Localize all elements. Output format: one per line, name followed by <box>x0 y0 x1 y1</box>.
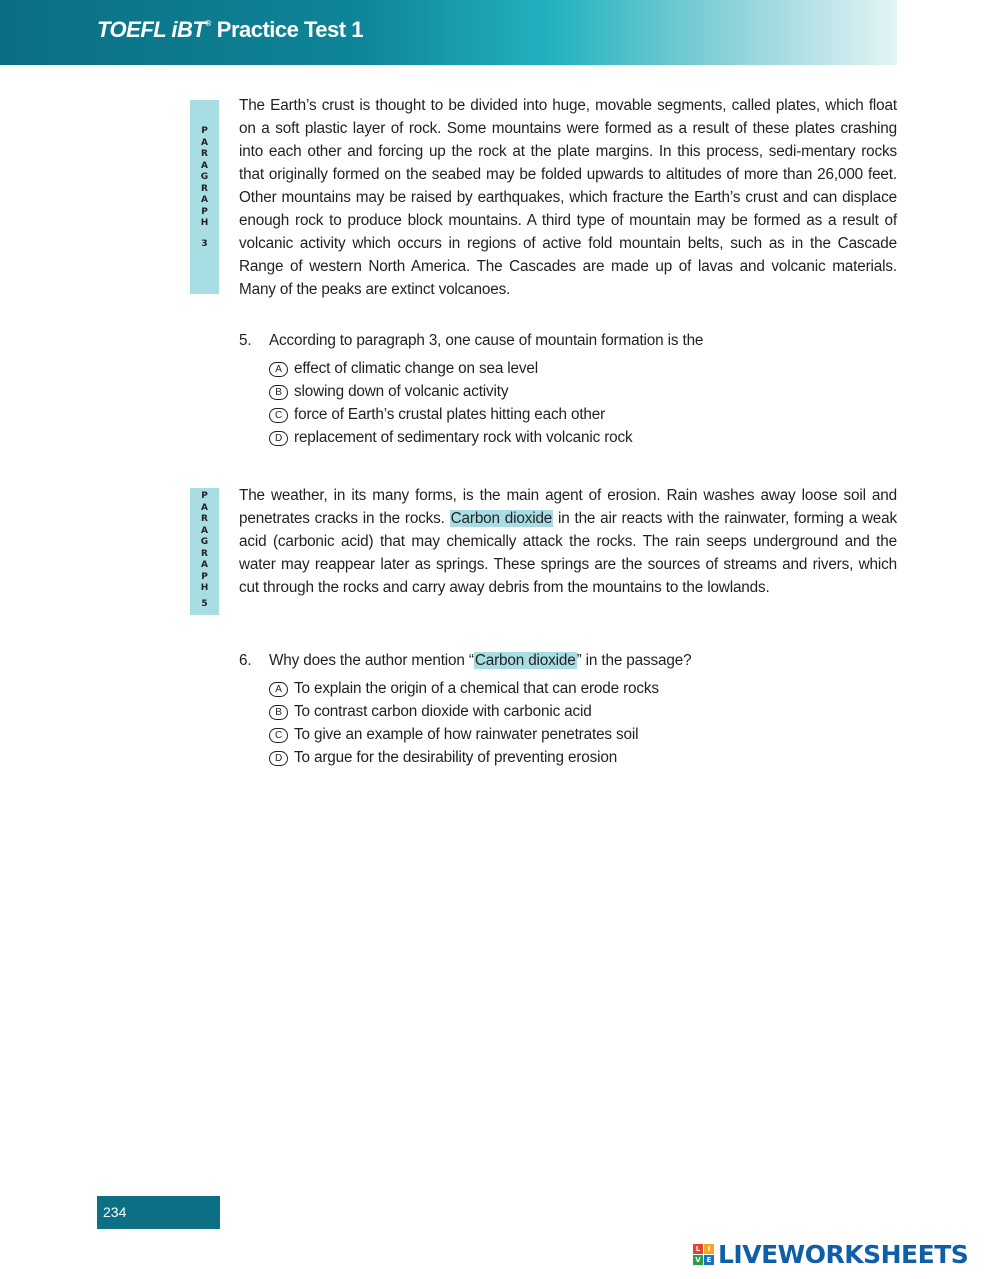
tab-letter: R <box>201 183 208 194</box>
answer-option-c[interactable] <box>269 723 879 746</box>
tab-letter: P <box>201 126 208 136</box>
option-letter-circle[interactable]: C <box>269 408 288 423</box>
answer-option-d[interactable] <box>269 746 879 769</box>
paragraph-3-tab <box>190 100 219 294</box>
option-text: effect of climatic change on sea level <box>294 360 539 377</box>
option-text: To contrast carbon dioxide with carbonic acid <box>294 703 592 720</box>
tab-letter: H <box>200 583 209 593</box>
tab-letter: A <box>201 560 208 570</box>
question-5-prompt <box>239 329 879 352</box>
liveworksheets-logo-icon <box>693 1244 714 1265</box>
header-title <box>97 17 363 43</box>
answer-option-b[interactable] <box>269 700 879 723</box>
header-brand: TOEFL iBT <box>97 17 206 42</box>
tab-letter: P <box>201 491 208 501</box>
option-letter-circle[interactable]: C <box>269 728 288 743</box>
tab-letter: A <box>201 160 208 171</box>
tab-letter: G <box>200 537 209 547</box>
question-5 <box>239 329 879 449</box>
tab-letter: R <box>201 514 208 524</box>
highlighted-term: Carbon dioxide <box>474 652 576 669</box>
option-text: force of Earth’s crustal plates hitting each other <box>294 406 606 423</box>
liveworksheets-wordmark: LIVEWORKSHEETS <box>718 1239 969 1269</box>
option-letter-circle[interactable]: A <box>269 362 288 377</box>
answer-options <box>269 677 879 769</box>
tab-number: 3 <box>201 238 208 249</box>
logo-letter: V <box>693 1255 703 1265</box>
logo-letter: E <box>704 1255 714 1265</box>
question-text-start: Why does the author mention “ <box>269 652 474 669</box>
tab-letter: G <box>200 172 209 182</box>
registered-mark: ® <box>205 19 211 28</box>
answer-option-c[interactable] <box>269 403 879 426</box>
question-text-end: ” in the passage? <box>576 652 692 669</box>
logo-letter: I <box>704 1244 714 1254</box>
question-number: 6. <box>239 652 252 669</box>
header-test-title: Practice Test 1 <box>216 17 363 42</box>
tab-letter: R <box>201 548 208 559</box>
liveworksheets-logo <box>693 1240 968 1268</box>
logo-letter: L <box>693 1244 703 1254</box>
answer-option-a[interactable] <box>269 357 879 380</box>
answer-options <box>269 357 879 449</box>
option-text: To argue for the desirability of preventing erosion <box>294 749 618 766</box>
option-text: To explain the origin of a chemical that can erode rocks <box>294 680 659 697</box>
question-text: According to paragraph 3, one cause of mountain formation is the <box>269 332 704 349</box>
option-text: To give an example of how rainwater penetrates soil <box>294 726 639 743</box>
page-number: 234 <box>97 1196 220 1229</box>
option-letter-circle[interactable]: D <box>269 751 288 766</box>
option-text: slowing down of volcanic activity <box>294 383 509 400</box>
option-letter-circle[interactable]: D <box>269 431 288 446</box>
paragraph-5-tab <box>190 488 219 615</box>
option-text: replacement of sedimentary rock with volcanic rock <box>294 429 633 446</box>
answer-option-a[interactable] <box>269 677 879 700</box>
paragraph-3-text: The Earth’s crust is thought to be divided into huge, movable segments, called plates, which float on a soft plastic layer of rock. Some mountains were formed as a result of these plates crashing into each other and forcing up the rock at the plate margins. In this process, sedi-mentary rocks that originally formed on the seabed may be folded upwards to altitudes of more than 26,000 feet. Other mountains may be raised by earthquakes, which fracture the Earth’s crust and can displace enough rock to produce block mountains. A third type of mountain may be formed as a result of volcanic activity which occurs in regions of active fold mountain belts, such as in the Cascade Range of western North America. The Cascades are made up of lavas and volcanic materials. Many of the peaks are extinct volcanoes. <box>239 97 897 298</box>
tab-letter: H <box>200 218 209 228</box>
option-letter-circle[interactable]: B <box>269 385 288 400</box>
paragraph-5-text-end: in the air reacts with the rainwater, forming a weak acid (carbonic acid) that may chemically attack the rocks. The rain seeps underground and the water may reappear later as springs. These springs are the sources of streams and rivers, which cut through the rocks and carry away debris from the mountains to the lowlands. <box>239 510 898 596</box>
tab-letter: A <box>201 195 208 205</box>
question-6 <box>239 649 879 769</box>
paragraph-5-text <box>239 484 897 599</box>
option-letter-circle[interactable]: B <box>269 705 288 720</box>
tab-letter: P <box>201 571 208 582</box>
tab-letter: R <box>201 149 208 159</box>
highlighted-term: Carbon dioxide <box>450 510 553 527</box>
tab-letter: A <box>201 137 208 148</box>
question-number: 5. <box>239 332 252 349</box>
tab-number: 5 <box>201 598 208 609</box>
tab-letter: A <box>201 502 208 513</box>
paragraph-5-text-start: The weather, in its many forms, is the main agent of erosion. Rain washes away loose soil and penetrates cracks in the rocks. <box>239 487 897 527</box>
page-header <box>0 0 897 65</box>
question-6-prompt <box>239 649 879 672</box>
answer-option-d[interactable] <box>269 426 879 449</box>
answer-option-b[interactable] <box>269 380 879 403</box>
tab-letter: A <box>201 525 208 536</box>
tab-letter: P <box>201 206 208 217</box>
option-letter-circle[interactable]: A <box>269 682 288 697</box>
